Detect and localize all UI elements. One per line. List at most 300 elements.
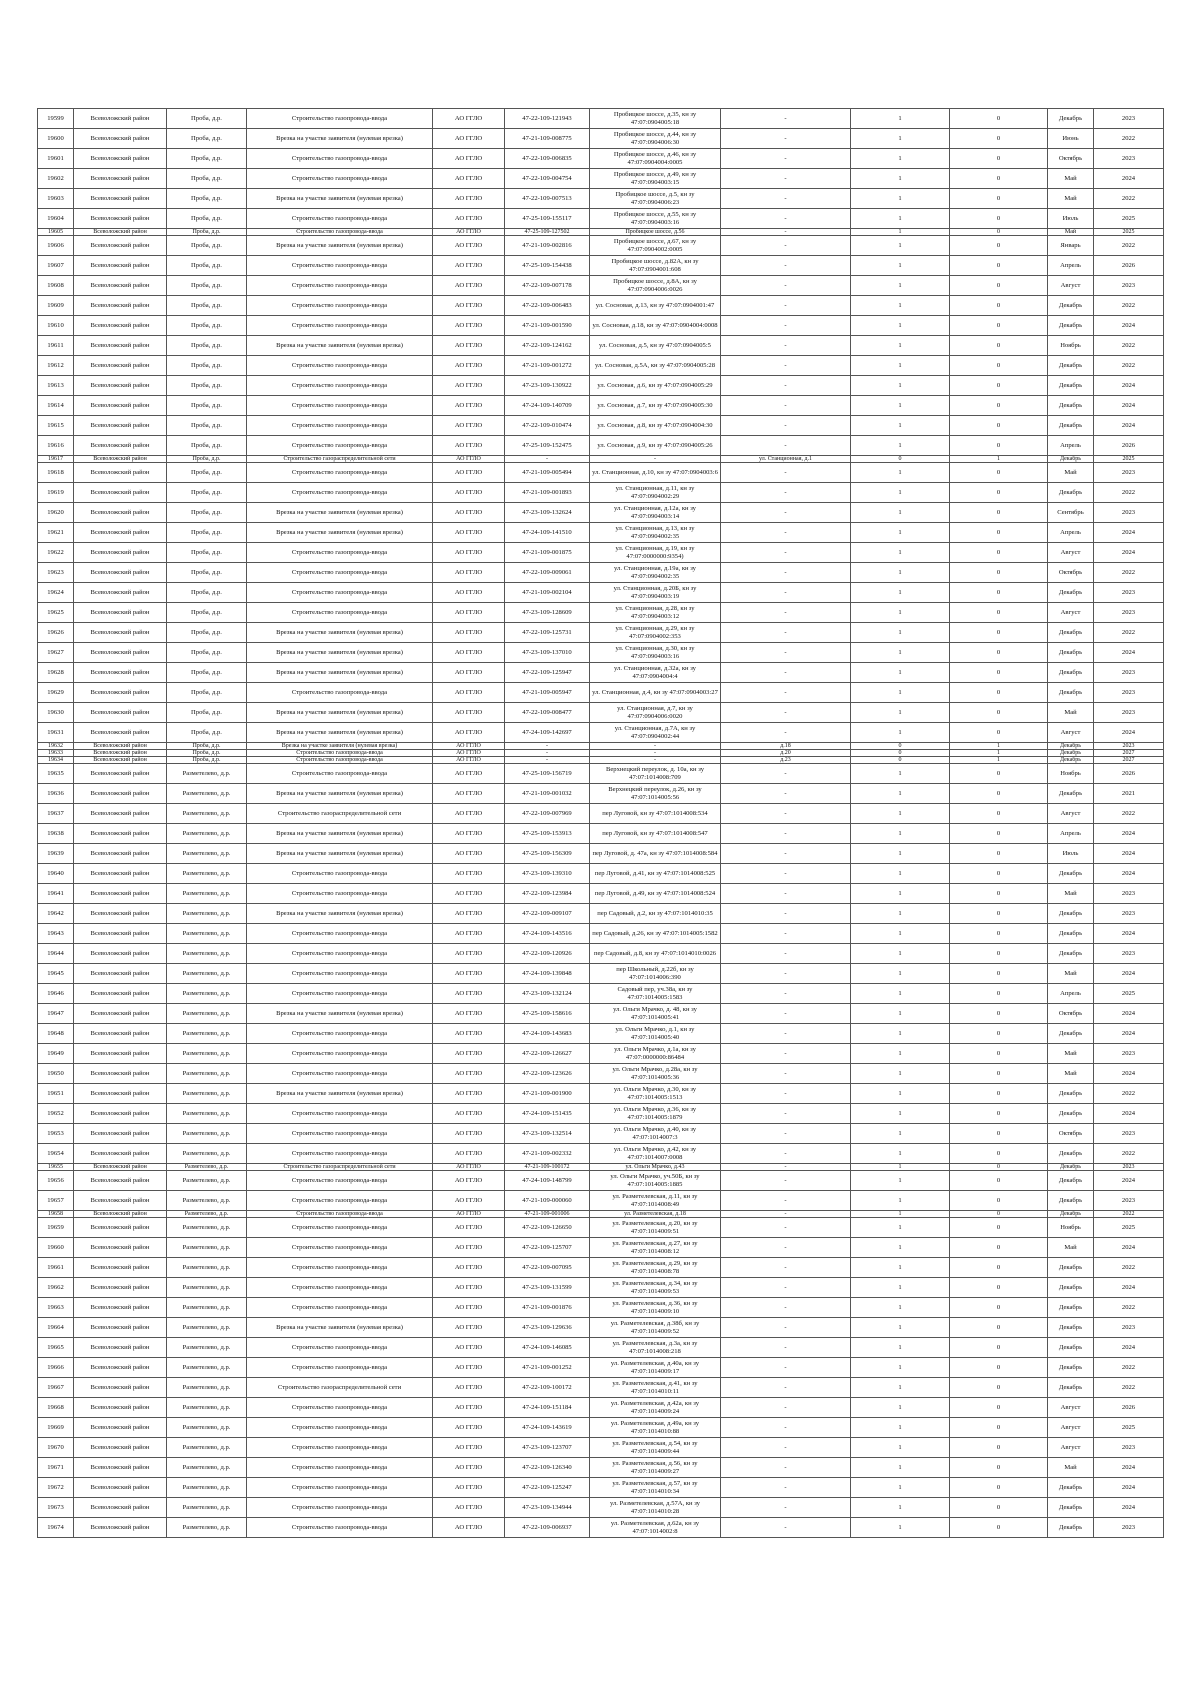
cell-district: Всеволожский район xyxy=(74,1164,167,1171)
cell-month: Декабрь xyxy=(1048,296,1094,316)
cell-row-number: 19658 xyxy=(38,1211,74,1218)
cell-district: Всеволожский район xyxy=(74,1218,167,1238)
cell-network-object: - xyxy=(721,1278,851,1298)
cell-organization: АО ГГЛО xyxy=(433,944,505,964)
cell-settlement: Разметелево, д.р. xyxy=(167,1298,247,1318)
cell-count-b: 0 xyxy=(950,229,1048,236)
cell-work-type: Врезка на участке заявителя (нулевая врезка) xyxy=(247,129,433,149)
cell-count-a: 1 xyxy=(851,1298,950,1318)
table-row xyxy=(38,1164,1164,1171)
cell-month: Декабрь xyxy=(1048,416,1094,436)
cell-settlement: Разметелево, д.р. xyxy=(167,1438,247,1458)
cell-settlement: Разметелево, д.р. xyxy=(167,1378,247,1398)
cell-settlement: Проба, д.р. xyxy=(167,703,247,723)
cell-row-number: 19627 xyxy=(38,643,74,663)
cell-row-number: 19635 xyxy=(38,764,74,784)
cell-work-type: Строительство газопровода-ввода xyxy=(247,1171,433,1191)
cell-settlement: Проба, д.р. xyxy=(167,209,247,229)
cell-count-b: 0 xyxy=(950,503,1048,523)
cell-organization: АО ГГЛО xyxy=(433,1004,505,1024)
table-row xyxy=(38,924,1164,944)
cell-count-b: 0 xyxy=(950,1024,1048,1044)
cell-network-object: - xyxy=(721,149,851,169)
cell-settlement: Проба, д.р. xyxy=(167,316,247,336)
table-row xyxy=(38,703,1164,723)
cell-district: Всеволожский район xyxy=(74,1211,167,1218)
cell-count-b: 0 xyxy=(950,764,1048,784)
table-row xyxy=(38,743,1164,750)
cell-row-number: 19629 xyxy=(38,683,74,703)
cell-district: Всеволожский район xyxy=(74,864,167,884)
cell-count-a: 1 xyxy=(851,336,950,356)
cell-settlement: Проба, д.р. xyxy=(167,583,247,603)
table-row xyxy=(38,904,1164,924)
cell-organization: АО ГГЛО xyxy=(433,703,505,723)
cell-row-number: 19599 xyxy=(38,109,74,129)
cell-settlement: Разметелево, д.р. xyxy=(167,984,247,1004)
cell-network-object: - xyxy=(721,723,851,743)
cell-count-b: 0 xyxy=(950,149,1048,169)
cell-count-a: 1 xyxy=(851,1124,950,1144)
cell-network-object: - xyxy=(721,904,851,924)
cell-work-type: Строительство газопровода-ввода xyxy=(247,1144,433,1164)
cell-row-number: 19626 xyxy=(38,623,74,643)
cell-count-b: 0 xyxy=(950,904,1048,924)
cell-year: 2026 xyxy=(1094,1398,1164,1418)
cell-year: 2023 xyxy=(1094,583,1164,603)
table-body xyxy=(38,109,1164,1538)
cell-application-number: 47-22-109-125731 xyxy=(505,623,590,643)
cell-settlement: Разметелево, д.р. xyxy=(167,1218,247,1238)
cell-year: 2023 xyxy=(1094,884,1164,904)
cell-count-a: 1 xyxy=(851,396,950,416)
cell-year: 2023 xyxy=(1094,1438,1164,1458)
cell-row-number: 19641 xyxy=(38,884,74,904)
cell-row-number: 19624 xyxy=(38,583,74,603)
cell-row-number: 19655 xyxy=(38,1164,74,1171)
cell-year: 2022 xyxy=(1094,1258,1164,1278)
cell-district: Всеволожский район xyxy=(74,583,167,603)
cell-month: Декабрь xyxy=(1048,1258,1094,1278)
cell-settlement: Проба, д.р. xyxy=(167,109,247,129)
cell-row-number: 19646 xyxy=(38,984,74,1004)
cell-year: 2024 xyxy=(1094,1104,1164,1124)
cell-count-a: 1 xyxy=(851,209,950,229)
cell-address: пер Луговой, д.41, кн зу 47:07:1014008:525 xyxy=(590,864,721,884)
table-row xyxy=(38,169,1164,189)
cell-address: ул. Ольги Мрачко, д.28а, кн зу 47:07:1014005:36 xyxy=(590,1064,721,1084)
cell-month: Декабрь xyxy=(1048,643,1094,663)
cell-application-number: 47-22-109-124162 xyxy=(505,336,590,356)
cell-address: Пробицкое шоссе, д.49, кн зу 47:07:0904003:15 xyxy=(590,169,721,189)
table-row xyxy=(38,1278,1164,1298)
cell-organization: АО ГГЛО xyxy=(433,1518,505,1538)
cell-month: Декабрь xyxy=(1048,1084,1094,1104)
cell-application-number: 47-23-109-139310 xyxy=(505,864,590,884)
cell-application-number: 47-21-109-001590 xyxy=(505,316,590,336)
cell-year: 2024 xyxy=(1094,643,1164,663)
cell-count-b: 0 xyxy=(950,316,1048,336)
cell-work-type: Строительство газопровода-ввода xyxy=(247,1124,433,1144)
cell-year: 2025 xyxy=(1094,229,1164,236)
cell-district: Всеволожский район xyxy=(74,824,167,844)
cell-year: 2022 xyxy=(1094,356,1164,376)
cell-application-number: 47-25-109-152475 xyxy=(505,436,590,456)
cell-work-type: Строительство газопровода-ввода xyxy=(247,1358,433,1378)
table-row xyxy=(38,229,1164,236)
cell-network-object: - xyxy=(721,1438,851,1458)
cell-month: Декабрь xyxy=(1048,1338,1094,1358)
cell-district: Всеволожский район xyxy=(74,1064,167,1084)
cell-address: ул. Ольги Мрачко, уч.50Б, кн зу 47:07:1014005:1885 xyxy=(590,1171,721,1191)
cell-month: Декабрь xyxy=(1048,1164,1094,1171)
cell-count-b: 0 xyxy=(950,543,1048,563)
cell-count-a: 1 xyxy=(851,1358,950,1378)
cell-application-number: 47-23-109-129636 xyxy=(505,1318,590,1338)
cell-organization: АО ГГЛО xyxy=(433,1171,505,1191)
cell-count-b: 0 xyxy=(950,356,1048,376)
cell-district: Всеволожский район xyxy=(74,757,167,764)
table-row xyxy=(38,396,1164,416)
cell-count-b: 0 xyxy=(950,1418,1048,1438)
cell-district: Всеволожский район xyxy=(74,984,167,1004)
cell-settlement: Разметелево, д.р. xyxy=(167,1498,247,1518)
cell-settlement: Проба, д.р. xyxy=(167,436,247,456)
cell-month: Апрель xyxy=(1048,256,1094,276)
cell-district: Всеволожский район xyxy=(74,149,167,169)
cell-month: Май xyxy=(1048,1458,1094,1478)
cell-year: 2023 xyxy=(1094,149,1164,169)
cell-network-object: - xyxy=(721,256,851,276)
cell-year: 2024 xyxy=(1094,824,1164,844)
table-row xyxy=(38,1191,1164,1211)
table-row xyxy=(38,1238,1164,1258)
cell-organization: АО ГГЛО xyxy=(433,743,505,750)
cell-row-number: 19630 xyxy=(38,703,74,723)
cell-settlement: Проба, д.р. xyxy=(167,149,247,169)
cell-address: ул. Разметелевская, д.56, кн зу 47:07:1014009:27 xyxy=(590,1458,721,1478)
table-row xyxy=(38,436,1164,456)
cell-work-type: Строительство газопровода-ввода xyxy=(247,1298,433,1318)
cell-district: Всеволожский район xyxy=(74,209,167,229)
table-row xyxy=(38,804,1164,824)
cell-year: 2025 xyxy=(1094,456,1164,463)
cell-settlement: Проба, д.р. xyxy=(167,663,247,683)
cell-application-number: 47-24-109-140709 xyxy=(505,396,590,416)
cell-work-type: Строительство газопровода-ввода xyxy=(247,1258,433,1278)
cell-settlement: Проба, д.р. xyxy=(167,296,247,316)
cell-application-number: 47-22-109-007513 xyxy=(505,189,590,209)
cell-settlement: Проба, д.р. xyxy=(167,189,247,209)
cell-row-number: 19601 xyxy=(38,149,74,169)
cell-district: Всеволожский район xyxy=(74,1024,167,1044)
cell-network-object: - xyxy=(721,316,851,336)
cell-district: Всеволожский район xyxy=(74,229,167,236)
cell-year: 2023 xyxy=(1094,1044,1164,1064)
cell-application-number: 47-22-109-126650 xyxy=(505,1218,590,1238)
cell-application-number: 47-21-109-001006 xyxy=(505,1211,590,1218)
cell-year: 2023 xyxy=(1094,109,1164,129)
table-row xyxy=(38,209,1164,229)
cell-work-type: Строительство газопровода-ввода xyxy=(247,563,433,583)
cell-application-number: 47-21-109-001893 xyxy=(505,483,590,503)
cell-address: ул. Разметелевская, д.57А, кн зу 47:07:1014010:28 xyxy=(590,1498,721,1518)
table-row xyxy=(38,483,1164,503)
cell-count-b: 0 xyxy=(950,523,1048,543)
cell-address: Пробицкое шоссе, д.8А, кн зу 47:07:0904006:0026 xyxy=(590,276,721,296)
cell-network-object: - xyxy=(721,964,851,984)
cell-count-b: 0 xyxy=(950,1298,1048,1318)
cell-organization: АО ГГЛО xyxy=(433,436,505,456)
cell-organization: АО ГГЛО xyxy=(433,1124,505,1144)
cell-address: ул. Ольги Мрачко, д.1а, кн зу 47:07:0000000:86484 xyxy=(590,1044,721,1064)
cell-address: ул. Станционная, д.12а, кн зу 47:07:0904003:14 xyxy=(590,503,721,523)
cell-work-type: Врезка на участке заявителя (нулевая врезка) xyxy=(247,336,433,356)
cell-year: 2024 xyxy=(1094,1004,1164,1024)
cell-address: ул. Ольги Мрачко, д.42, кн зу 47:07:1014007:0008 xyxy=(590,1144,721,1164)
cell-month: Май xyxy=(1048,884,1094,904)
cell-year: 2023 xyxy=(1094,603,1164,623)
cell-settlement: Проба, д.р. xyxy=(167,336,247,356)
cell-organization: АО ГГЛО xyxy=(433,356,505,376)
cell-application-number: 47-22-109-126340 xyxy=(505,1458,590,1478)
cell-address: - xyxy=(590,456,721,463)
cell-network-object: - xyxy=(721,229,851,236)
cell-count-a: 1 xyxy=(851,169,950,189)
cell-row-number: 19619 xyxy=(38,483,74,503)
cell-count-b: 0 xyxy=(950,1258,1048,1278)
cell-count-a: 1 xyxy=(851,844,950,864)
cell-month: Октябрь xyxy=(1048,1124,1094,1144)
cell-count-b: 1 xyxy=(950,750,1048,757)
table-row xyxy=(38,864,1164,884)
cell-settlement: Разметелево, д.р. xyxy=(167,1258,247,1278)
table-row xyxy=(38,1004,1164,1024)
cell-address: Верхнецкий переулок, д. 10а, кн зу 47:07:1014008:709 xyxy=(590,764,721,784)
cell-application-number: 47-22-109-123626 xyxy=(505,1064,590,1084)
cell-address: пер Садовый, д.8, кн зу 47:07:1014010:0026 xyxy=(590,944,721,964)
cell-month: Декабрь xyxy=(1048,623,1094,643)
cell-network-object: - xyxy=(721,356,851,376)
cell-address: Пробицкое шоссе, д.44, кн зу 47:07:0904006:30 xyxy=(590,129,721,149)
cell-row-number: 19673 xyxy=(38,1498,74,1518)
cell-count-a: 1 xyxy=(851,1044,950,1064)
cell-settlement: Проба, д.р. xyxy=(167,236,247,256)
cell-count-a: 1 xyxy=(851,1318,950,1338)
cell-district: Всеволожский район xyxy=(74,1191,167,1211)
cell-work-type: Врезка на участке заявителя (нулевая врезка) xyxy=(247,1084,433,1104)
cell-work-type: Строительство газопровода-ввода xyxy=(247,1418,433,1438)
cell-month: Май xyxy=(1048,189,1094,209)
cell-address: ул. Разметелевская, д.40а, кн зу 47:07:1014009:17 xyxy=(590,1358,721,1378)
cell-settlement: Разметелево, д.р. xyxy=(167,1144,247,1164)
cell-row-number: 19650 xyxy=(38,1064,74,1084)
cell-count-a: 1 xyxy=(851,964,950,984)
cell-count-b: 0 xyxy=(950,824,1048,844)
cell-application-number: 47-21-109-005494 xyxy=(505,463,590,483)
cell-work-type: Строительство газораспределительной сети xyxy=(247,1164,433,1171)
cell-organization: АО ГГЛО xyxy=(433,1338,505,1358)
cell-network-object: - xyxy=(721,169,851,189)
cell-settlement: Разметелево, д.р. xyxy=(167,944,247,964)
cell-address: пер Луговой, д. 47а, кн зу 47:07:1014008:584 xyxy=(590,844,721,864)
cell-settlement: Проба, д.р. xyxy=(167,463,247,483)
cell-network-object: - xyxy=(721,1238,851,1258)
cell-count-a: 1 xyxy=(851,416,950,436)
cell-address: ул. Станционная, д.19а, кн зу 47:07:0904002:35 xyxy=(590,563,721,583)
cell-year: 2022 xyxy=(1094,1144,1164,1164)
cell-count-a: 1 xyxy=(851,1084,950,1104)
cell-work-type: Строительство газопровода-ввода xyxy=(247,1458,433,1478)
cell-row-number: 19671 xyxy=(38,1458,74,1478)
table-row xyxy=(38,750,1164,757)
cell-settlement: Разметелево, д.р. xyxy=(167,864,247,884)
cell-settlement: Проба, д.р. xyxy=(167,723,247,743)
cell-month: Апрель xyxy=(1048,523,1094,543)
cell-count-b: 1 xyxy=(950,456,1048,463)
table-row xyxy=(38,189,1164,209)
cell-work-type: Врезка на участке заявителя (нулевая врезка) xyxy=(247,503,433,523)
cell-row-number: 19605 xyxy=(38,229,74,236)
cell-network-object: - xyxy=(721,1211,851,1218)
cell-application-number: 47-24-109-143516 xyxy=(505,924,590,944)
cell-application-number: 47-25-109-158616 xyxy=(505,1004,590,1024)
cell-application-number: - xyxy=(505,743,590,750)
cell-count-a: 0 xyxy=(851,456,950,463)
cell-year: 2022 xyxy=(1094,296,1164,316)
table-row xyxy=(38,1144,1164,1164)
cell-district: Всеволожский район xyxy=(74,764,167,784)
cell-application-number: 47-21-109-002816 xyxy=(505,236,590,256)
cell-settlement: Разметелево, д.р. xyxy=(167,964,247,984)
cell-count-b: 0 xyxy=(950,1438,1048,1458)
cell-district: Всеволожский район xyxy=(74,523,167,543)
cell-count-a: 1 xyxy=(851,149,950,169)
cell-network-object: - xyxy=(721,603,851,623)
cell-application-number: 47-22-109-008477 xyxy=(505,703,590,723)
cell-organization: АО ГГЛО xyxy=(433,1064,505,1084)
cell-row-number: 19659 xyxy=(38,1218,74,1238)
cell-district: Всеволожский район xyxy=(74,236,167,256)
cell-count-a: 1 xyxy=(851,236,950,256)
table-row xyxy=(38,1124,1164,1144)
cell-address: Верхнецкий переулок, д.26, кн зу 47:07:1014005:56 xyxy=(590,784,721,804)
cell-address: ул. Станционная, д.32а, кн зу 47:07:0904004:4 xyxy=(590,663,721,683)
cell-work-type: Строительство газопровода-ввода xyxy=(247,316,433,336)
cell-work-type: Строительство газопровода-ввода xyxy=(247,1044,433,1064)
cell-application-number: 47-25-109-155117 xyxy=(505,209,590,229)
cell-work-type: Строительство газопровода-ввода xyxy=(247,683,433,703)
cell-year: 2027 xyxy=(1094,757,1164,764)
cell-work-type: Врезка на участке заявителя (нулевая врезка) xyxy=(247,663,433,683)
cell-count-b: 0 xyxy=(950,129,1048,149)
cell-count-b: 0 xyxy=(950,1104,1048,1124)
cell-count-a: 1 xyxy=(851,1278,950,1298)
cell-organization: АО ГГЛО xyxy=(433,663,505,683)
cell-count-a: 1 xyxy=(851,764,950,784)
cell-settlement: Разметелево, д.р. xyxy=(167,1084,247,1104)
cell-row-number: 19657 xyxy=(38,1191,74,1211)
cell-work-type: Строительство газопровода-ввода xyxy=(247,1338,433,1358)
cell-application-number: - xyxy=(505,757,590,764)
cell-settlement: Разметелево, д.р. xyxy=(167,1418,247,1438)
cell-work-type: Врезка на участке заявителя (нулевая врезка) xyxy=(247,236,433,256)
cell-address: Пробицкое шоссе, д.46, кн зу 47:07:0904004:0005 xyxy=(590,149,721,169)
cell-address: ул. Разметелевская, д.3а, кн зу 47:07:1014008:218 xyxy=(590,1338,721,1358)
cell-settlement: Разметелево, д.р. xyxy=(167,844,247,864)
cell-district: Всеволожский район xyxy=(74,109,167,129)
cell-count-b: 0 xyxy=(950,1478,1048,1498)
cell-settlement: Проба, д.р. xyxy=(167,396,247,416)
cell-count-a: 1 xyxy=(851,296,950,316)
cell-count-a: 1 xyxy=(851,189,950,209)
cell-work-type: Врезка на участке заявителя (нулевая врезка) xyxy=(247,523,433,543)
cell-district: Всеволожский район xyxy=(74,703,167,723)
cell-row-number: 19656 xyxy=(38,1171,74,1191)
cell-application-number: 47-21-109-002104 xyxy=(505,583,590,603)
cell-district: Всеволожский район xyxy=(74,623,167,643)
cell-work-type: Строительство газопровода-ввода xyxy=(247,1064,433,1084)
cell-count-a: 1 xyxy=(851,376,950,396)
cell-year: 2024 xyxy=(1094,1498,1164,1518)
cell-settlement: Проба, д.р. xyxy=(167,603,247,623)
cell-work-type: Строительство газопровода-ввода xyxy=(247,1024,433,1044)
cell-organization: АО ГГЛО xyxy=(433,149,505,169)
cell-row-number: 19643 xyxy=(38,924,74,944)
cell-organization: АО ГГЛО xyxy=(433,824,505,844)
table-row xyxy=(38,1044,1164,1064)
cell-organization: АО ГГЛО xyxy=(433,1191,505,1211)
cell-year: 2024 xyxy=(1094,1478,1164,1498)
cell-network-object: - xyxy=(721,543,851,563)
cell-count-a: 1 xyxy=(851,703,950,723)
cell-application-number: 47-25-109-154438 xyxy=(505,256,590,276)
cell-address: ул. Разметелевская, д.27, кн зу 47:07:1014008:12 xyxy=(590,1238,721,1258)
cell-settlement: Проба, д.р. xyxy=(167,276,247,296)
cell-month: Декабрь xyxy=(1048,683,1094,703)
cell-count-a: 1 xyxy=(851,1104,950,1124)
cell-count-a: 1 xyxy=(851,944,950,964)
cell-count-a: 1 xyxy=(851,1478,950,1498)
cell-work-type: Врезка на участке заявителя (нулевая врезка) xyxy=(247,784,433,804)
cell-organization: АО ГГЛО xyxy=(433,984,505,1004)
cell-network-object: - xyxy=(721,1218,851,1238)
cell-district: Всеволожский район xyxy=(74,663,167,683)
cell-work-type: Строительство газопровода-ввода xyxy=(247,1518,433,1538)
cell-work-type: Строительство газопровода-ввода xyxy=(247,1278,433,1298)
cell-application-number: 47-24-109-143619 xyxy=(505,1418,590,1438)
cell-network-object: - xyxy=(721,1024,851,1044)
cell-address: ул. Станционная, д.28, кн зу 47:07:0904003:12 xyxy=(590,603,721,623)
cell-year: 2023 xyxy=(1094,503,1164,523)
cell-address: ул. Разметелевская, д.57, кн зу 47:07:1014010:34 xyxy=(590,1478,721,1498)
cell-year: 2024 xyxy=(1094,316,1164,336)
cell-application-number: - xyxy=(505,456,590,463)
cell-count-a: 1 xyxy=(851,884,950,904)
cell-count-a: 1 xyxy=(851,356,950,376)
cell-organization: АО ГГЛО xyxy=(433,169,505,189)
cell-district: Всеволожский район xyxy=(74,356,167,376)
table-row xyxy=(38,336,1164,356)
cell-organization: АО ГГЛО xyxy=(433,904,505,924)
cell-year: 2021 xyxy=(1094,784,1164,804)
cell-organization: АО ГГЛО xyxy=(433,964,505,984)
cell-organization: АО ГГЛО xyxy=(433,1164,505,1171)
cell-work-type: Врезка на участке заявителя (нулевая врезка) xyxy=(247,189,433,209)
table-row xyxy=(38,683,1164,703)
cell-network-object: - xyxy=(721,1498,851,1518)
cell-count-b: 0 xyxy=(950,643,1048,663)
